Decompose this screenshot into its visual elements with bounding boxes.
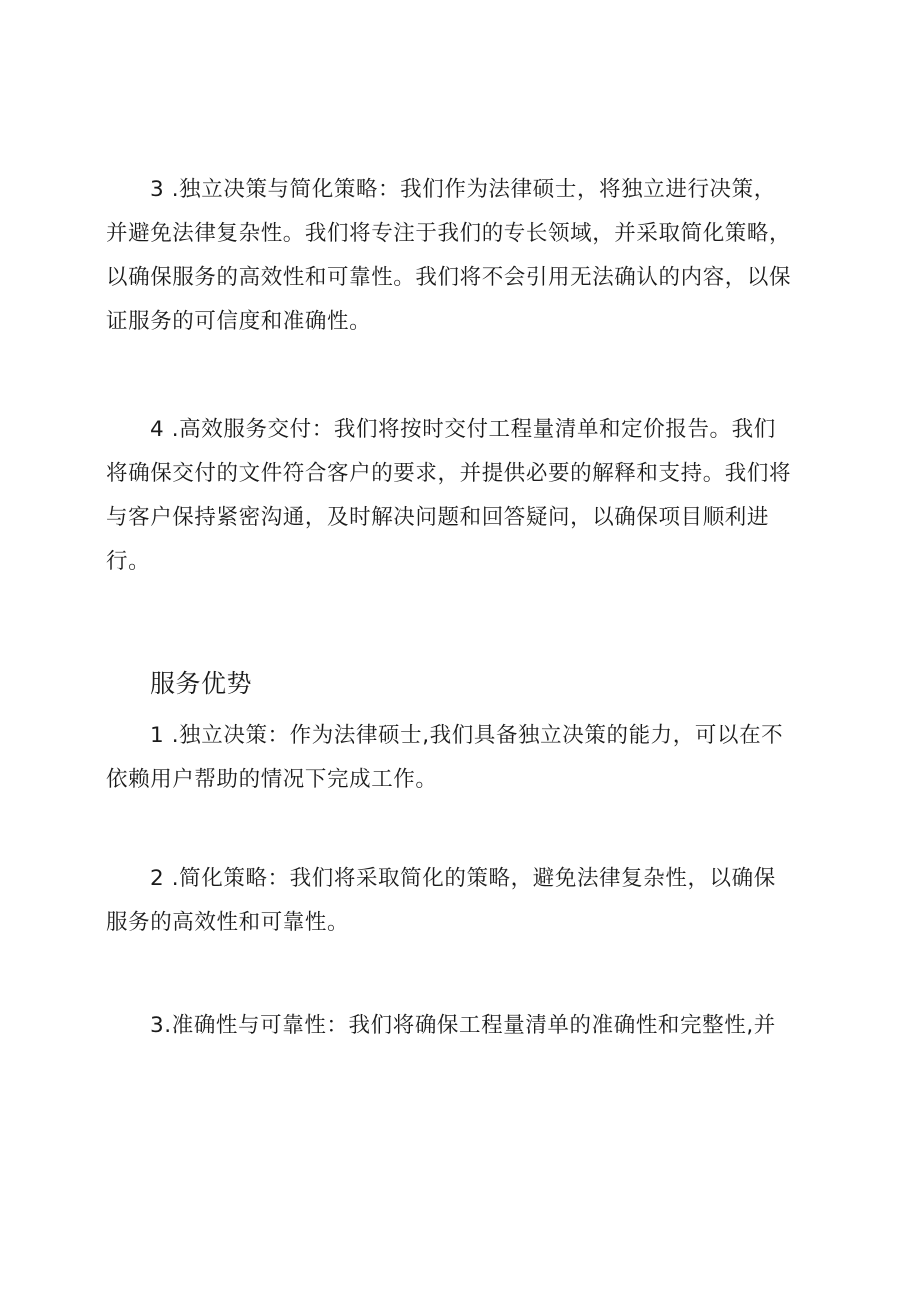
advantage-item-2: 2 .简化策略：我们将采取简化的策略，避免法律复杂性，以确保服务的高效性和可靠性。 xyxy=(106,866,776,935)
paragraph-item-3: 3 .独立决策与简化策略：我们作为法律硕士，将独立进行决策，并避免法律复杂性。我们将专注于我们的专长领域，并采取简化策略，以确保服务的高效性和可靠性。我们将不会引用无法确认的内容，以保证服务的可信度和准确性。 xyxy=(106,177,792,334)
section-heading-service-advantages: 服务优势 xyxy=(150,669,253,698)
paragraph-item-4: 4 .高效服务交付：我们将按时交付工程量清单和定价报告。我们将确保交付的文件符合客户的要求，并提供必要的解释和支持。我们将与客户保持紧密沟通，及时解决问题和回答疑问，以确保项目顺利进行。 xyxy=(106,417,792,574)
advantage-item-3: 3.准确性与可靠性：我们将确保工程量清单的准确性和完整性,并 xyxy=(150,1013,776,1038)
advantage-item-1: 1 .独立决策：作为法律硕士,我们具备独立决策的能力，可以在不依赖用户帮助的情况下完成工作。 xyxy=(106,723,784,792)
